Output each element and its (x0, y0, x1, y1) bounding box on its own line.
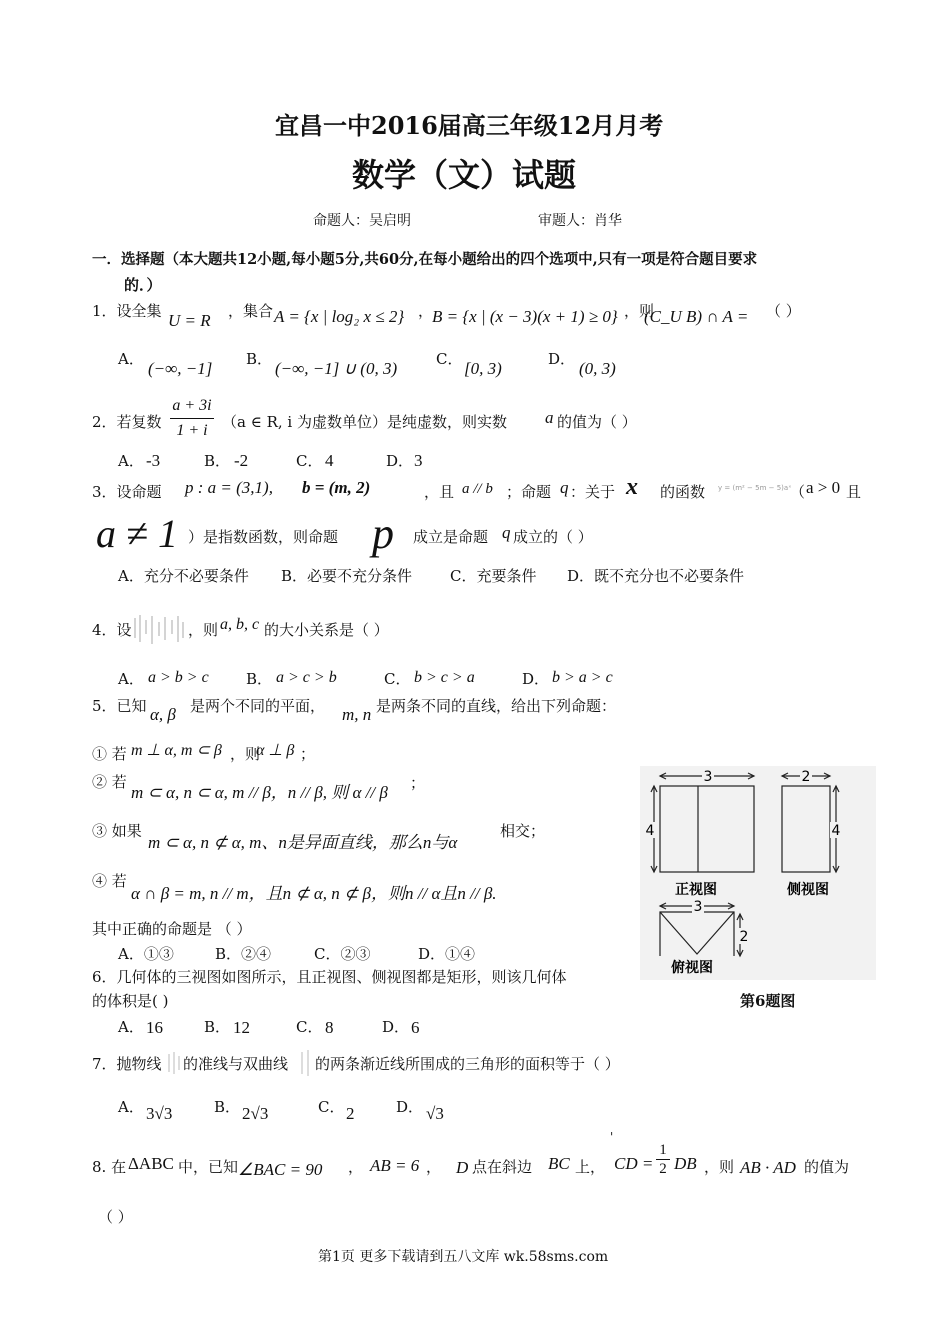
q3-parallel: a // b (462, 481, 493, 497)
section-heading-cont: 的．） (124, 276, 162, 294)
q1-sep: ， (418, 302, 434, 320)
q1-mid1: ，集合 (228, 302, 274, 320)
q5-s1-pre: ① 若 (92, 745, 127, 763)
q2-numerator: a + 3i (172, 397, 212, 414)
q8-cd: CD = (614, 1154, 654, 1173)
q5-option: D．①④ (418, 945, 476, 963)
q3-option: A．充分不必要条件 (118, 567, 249, 585)
q1-option-label: A． (118, 350, 144, 368)
q3-mid3: ：关于 (570, 483, 616, 501)
q8-db: DB (674, 1154, 697, 1173)
q4-option-label: C． (384, 670, 411, 688)
side-width-label: 2 (801, 769, 811, 785)
q5-planes: α, β (150, 705, 176, 724)
q6-option-value: 8 (325, 1018, 334, 1037)
q6-option-value: 6 (411, 1018, 420, 1037)
q1-universal-set: U = R (168, 311, 211, 330)
q5-s3-end: 相交； (500, 822, 546, 840)
q3-vector-b: b = (m, 2) (302, 478, 371, 497)
q4-option-label: D． (522, 670, 550, 688)
q1-pre: 1．设全集 (92, 302, 162, 320)
q4-option-value: a > b > c (148, 669, 209, 686)
q1-option-label: C． (436, 350, 463, 368)
q8-point-d: D (456, 1158, 469, 1177)
q2-condition: （a ∈ R, i 为虚数单位）是纯虚数，则实数 (222, 413, 507, 431)
q5-s3-pre: ③ 如果 (92, 822, 142, 840)
q5-s1-result: α ⊥ β (256, 742, 295, 759)
q4-post: ，则 (188, 621, 219, 639)
q3-option: C．充要条件 (450, 567, 537, 585)
q1-option-value: (−∞, −1] ∪ (0, 3) (275, 359, 398, 378)
q7-option-label: B． (214, 1098, 241, 1116)
q3-post3: 成立的（ ） (513, 528, 593, 546)
q8-mid4: ，则 (704, 1158, 735, 1176)
q2-option-value: -2 (234, 451, 249, 470)
q7-option-value: 2 (346, 1104, 355, 1123)
q1-mid2: ，则 (624, 302, 655, 320)
q7-option-value: 2√3 (242, 1104, 269, 1123)
q4-option-label: A． (118, 670, 144, 688)
top-view-label: 俯视图 (671, 960, 713, 976)
q8-dot-product: AB · AD (740, 1158, 796, 1177)
q1-option-label: D． (548, 350, 576, 368)
q5-s1: m ⊥ α, m ⊂ β (131, 742, 222, 759)
q1-option-value: [0, 3) (464, 359, 502, 378)
front-view-label: 正视图 (675, 882, 717, 898)
q5-s4-pre: ④ 若 (92, 872, 127, 890)
q1-paren: （ ） (766, 302, 801, 320)
q7-post: 的两条渐近线所围成的三角形的面积等于（ ） (315, 1055, 620, 1073)
q3-pre: 3．设命题 (92, 483, 162, 501)
q5-which: 其中正确的命题是 （ ） (92, 920, 252, 938)
q1-expression: (C_U B) ∩ A = (644, 307, 749, 326)
q3-var-x: x (626, 474, 638, 500)
q8-mid1: 中，已知 (178, 1158, 239, 1176)
q7-parabola-formula (166, 1050, 182, 1076)
page-footer: 第1页 更多下载请到五八文库 wk.58sms.com (318, 1249, 609, 1265)
q4-option-label: B． (246, 670, 273, 688)
q6-line2: 的体积是( ) (92, 992, 169, 1010)
q4-option-value: a > c > b (276, 669, 337, 686)
q4-garbled-formula (132, 612, 186, 646)
q3-function: y = (m² − 5m − 5)aˣ (718, 484, 792, 492)
q7-mid: 的准线与双曲线 (183, 1055, 289, 1073)
q6-line1: 6．几何体的三视图如图所示，且正视图、侧视图都是矩形，则该几何体 (92, 968, 567, 986)
q7-hyperbola-formula (298, 1048, 314, 1078)
exam-title: 宜昌一中2016届高三年级12月月考 (275, 111, 664, 140)
q3-option: B．必要不充分条件 (281, 567, 413, 585)
q5-s2: m ⊂ α, n ⊂ α, m // β，n // β, 则 α // β (131, 783, 388, 802)
q3-mid4: 的函数 (660, 483, 706, 501)
q5-s2-end: ； (410, 774, 426, 792)
q8-mid2: 点在斜边 (472, 1158, 533, 1176)
q2-post: 的值为（ ） (557, 413, 637, 431)
q6-option-label: B． (204, 1018, 231, 1036)
q6-option-value: 12 (233, 1018, 250, 1037)
q5-option: B．②④ (215, 945, 272, 963)
q3-mid2: ；命题 (506, 483, 552, 501)
q4-abc: a, b, c (220, 616, 260, 633)
subject-title: 数学（文）试题 (352, 156, 577, 194)
q1-option-value: (−∞, −1] (148, 359, 213, 378)
q5-s2-pre: ② 若 (92, 773, 127, 791)
q5-s1-mid: ，则 (230, 745, 261, 763)
q8-angle: ∠BAC = 90 (238, 1160, 323, 1179)
q2-pre: 2．若复数 (92, 413, 162, 431)
q8-pre: 8. 在 (92, 1158, 127, 1176)
q8-stray-mark: ' (610, 1130, 614, 1144)
q5-lines: m, n (342, 705, 372, 724)
q8-paren: （ ） (98, 1208, 133, 1226)
q7-option-value: √3 (426, 1104, 444, 1123)
q5-s4: α ∩ β = m, n // m，且n ⊄ α, n ⊄ β，则n // α且n // β. (131, 884, 497, 903)
q5-mid: 是两个不同的平面， (190, 697, 326, 715)
front-height-label: 4 (645, 823, 655, 839)
q5-s3: m ⊂ α, n ⊄ α, m、n是异面直线，那么n与α (148, 833, 458, 852)
q8-half-fraction (656, 1141, 670, 1178)
q1-option-value: (0, 3) (579, 359, 616, 378)
figure-background (640, 766, 876, 980)
q3-and: 且 (846, 483, 862, 501)
q2-option-label: D． (386, 452, 414, 470)
q8-comma2: ， (426, 1158, 442, 1176)
q4-option-value: b > c > a (414, 669, 475, 686)
q5-option: A．①③ (118, 945, 174, 963)
top-width-label: 3 (693, 899, 703, 915)
q2-denominator: 1 + i (176, 422, 208, 439)
author: 命题人：吴启明 (313, 213, 411, 229)
q2-option-value: 4 (325, 451, 334, 470)
reviewer: 审题人：肖华 (538, 213, 622, 229)
q6-option-value: 16 (146, 1018, 163, 1037)
q3-a-not-one: a ≠ 1 (96, 511, 178, 556)
q2-option-label: C． (296, 452, 323, 470)
q6-option-label: D． (382, 1018, 410, 1036)
q4-post2: 的大小关系是（ ） (264, 621, 389, 639)
front-width-label: 3 (703, 769, 713, 785)
q3-proposition-p: p : a = (3,1), (185, 478, 273, 497)
q3-option: D．既不充分也不必要条件 (567, 567, 745, 585)
q2-var-a: a (545, 408, 554, 427)
q8-mid3: 上， (575, 1158, 606, 1176)
q1-set-a: A = {x | log₂ x ≤ 2} (274, 307, 405, 326)
q7-pre: 7．抛物线 (92, 1055, 162, 1073)
q2-option-value: -3 (146, 451, 161, 470)
q2-option-label: B． (204, 452, 231, 470)
q6-option-label: A． (118, 1018, 144, 1036)
q1-option-label: B． (246, 350, 273, 368)
side-height-label: 4 (831, 823, 841, 839)
figure-caption: 第6题图 (740, 992, 796, 1010)
q1-set-b: B = {x | (x − 3)(x + 1) ≥ 0} (432, 307, 618, 326)
side-view-label: 侧视图 (787, 882, 829, 898)
q7-option-label: D． (396, 1098, 424, 1116)
q8-ab: AB = 6 (370, 1156, 420, 1175)
q8-half-numerator: 1 (659, 1142, 667, 1158)
q3-mid: ，且 (424, 483, 455, 501)
section-heading: 一．选择题（本大题共12小题,每小题5分,共60分,在每小题给出的四个选项中,只有一项是符合题目要求 (92, 251, 758, 268)
q3-var-q: q (560, 478, 569, 497)
q7-option-value: 3√3 (146, 1104, 173, 1123)
q5-post: 是两条不同的直线，给出下列命题： (376, 697, 617, 715)
q8-post: 的值为 (804, 1158, 850, 1176)
top-height-label: 2 (739, 929, 749, 945)
q5-option: C．②③ (314, 945, 371, 963)
q3-var-q2: q (502, 523, 511, 542)
q3-a-positive: a > 0 (806, 478, 841, 497)
q3-post2: 成立是命题 (413, 528, 489, 546)
q2-option-label: A． (118, 452, 144, 470)
q4-pre: 4．设 (92, 621, 132, 639)
q5-s1-end: ； (300, 745, 316, 763)
q3-var-p: p (372, 509, 394, 558)
q3-cond: （ (790, 483, 806, 501)
q8-half-denominator: 2 (659, 1161, 667, 1177)
q8-triangle: ΔABC (128, 1154, 174, 1173)
q2-fraction (168, 396, 216, 441)
q2-option-value: 3 (414, 451, 423, 470)
q8-comma1: ， (348, 1158, 364, 1176)
q3-post: ）是指数函数，则命题 (188, 528, 339, 546)
q1-text (92, 300, 162, 321)
q4-option-value: b > a > c (552, 669, 613, 686)
q7-option-label: A． (118, 1098, 144, 1116)
q8-bc: BC (548, 1154, 570, 1173)
q7-option-label: C． (318, 1098, 345, 1116)
three-view-figure (640, 766, 876, 980)
q5-pre: 5．已知 (92, 697, 147, 715)
q6-option-label: C． (296, 1018, 323, 1036)
